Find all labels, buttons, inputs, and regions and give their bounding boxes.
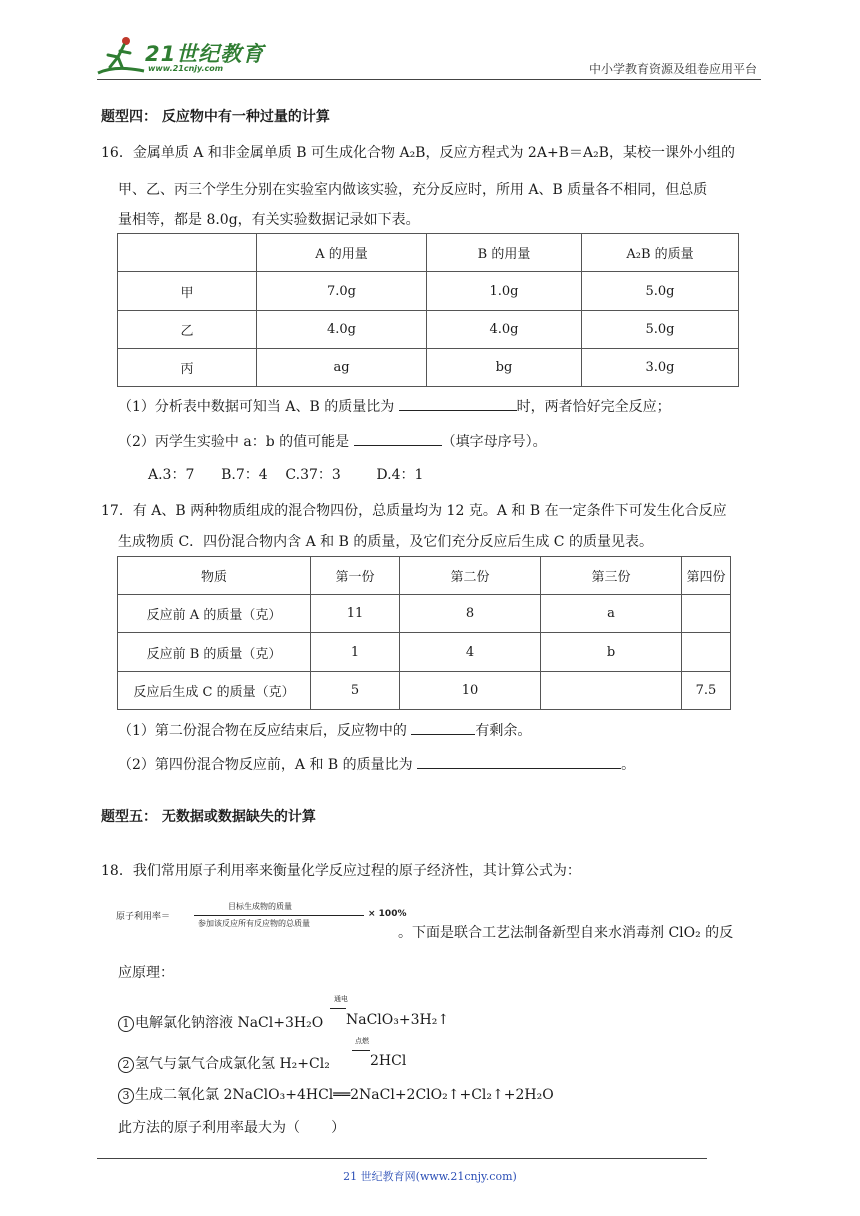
table-cell: 3.0g: [582, 349, 739, 387]
q17-line2: 生成物质 C．四份混合物内含 A 和 B 的质量，及它们充分反应后生成 C 的质量见表。: [118, 534, 653, 550]
answer-blank[interactable]: [411, 720, 475, 735]
table-row: [118, 349, 739, 387]
table-cell: 5: [311, 672, 400, 710]
footer-link[interactable]: 21 世纪教育网(www.21cnjy.com): [343, 1170, 517, 1183]
table-cell: 乙: [118, 311, 257, 349]
q16-line1: 16．金属单质 A 和非金属单质 B 可生成化合物 A₂B，反应方程式为 2A+B＝A₂B，某校一课外小组的: [101, 145, 735, 161]
platform-name: 中小学教育资源及组卷应用平台: [588, 62, 757, 76]
q16-sub1-prefix: （1）分析表中数据可知当 A、B 的质量比为: [118, 399, 395, 415]
table-row: [118, 272, 739, 311]
reaction-2-text: 氢气与氯气合成氯化氢 H₂+Cl₂: [135, 1056, 330, 1072]
table-cell: 第四份: [682, 557, 731, 595]
answer-blank[interactable]: [399, 396, 517, 411]
table-cell: 1.0g: [427, 272, 582, 311]
table-cell: ag: [257, 349, 427, 387]
table-row: [118, 311, 739, 349]
table-row: [118, 672, 731, 710]
section-4-title: 题型四： 反应物中有一种过量的计算: [101, 109, 330, 125]
formula-lhs: 原子利用率＝: [116, 912, 171, 922]
table-cell: 第二份: [400, 557, 541, 595]
table-cell: 7.5: [682, 672, 731, 710]
table-cell: 甲: [118, 272, 257, 311]
table-cell: 物质: [118, 557, 311, 595]
reaction-3: [118, 1084, 554, 1104]
q17-sub2-suffix: 。: [621, 757, 636, 773]
q16-line2: 甲、乙、丙三个学生分别在实验室内做该实验，充分反应时，所用 A、B 质量各不相同，但总质: [118, 182, 708, 198]
table-header-row: [118, 234, 739, 272]
table-cell: 丙: [118, 349, 257, 387]
fraction-bar: [194, 915, 364, 916]
q17-sub1-prefix: （1）第二份混合物在反应结束后，反应物中的: [118, 723, 407, 739]
table-cell: 7.0g: [257, 272, 427, 311]
table-cell: 11: [311, 595, 400, 633]
atom-utilization-formula: [116, 899, 406, 935]
table-cell: 4.0g: [427, 311, 582, 349]
q18-line3: 应原理：: [118, 965, 174, 981]
q16-sub2-suffix: （填字母序号）。: [441, 434, 547, 450]
table-cell: b: [541, 633, 682, 672]
table-cell: 8: [400, 595, 541, 633]
reaction-1: [118, 1012, 323, 1032]
table-cell: A₂B 的质量: [582, 234, 739, 272]
q18-line1: 18．我们常用原子利用率来衡量化学反应过程的原子经济性，其计算公式为：: [101, 863, 581, 879]
reaction-1-text: 电解氯化钠溶液 NaCl+3H₂O: [135, 1015, 324, 1031]
q17-sub2-prefix: （2）第四份混合物反应前，A 和 B 的质量比为: [118, 757, 413, 773]
table-cell: bg: [427, 349, 582, 387]
q17-sub2: [118, 754, 635, 774]
q18-line2-tail: 。下面是联合工艺法制备新型自来水消毒剂 ClO₂ 的反: [398, 925, 734, 941]
q16-sub1: [118, 396, 671, 416]
formula-denominator: 参加该反应所有反应物的总质量: [198, 919, 310, 928]
q16-sub2-prefix: （2）丙学生实验中 a：b 的值可能是: [118, 434, 350, 450]
runner-logo-icon: [96, 35, 146, 79]
table-row: [118, 595, 731, 633]
reaction-2-product: 2HCl: [370, 1053, 407, 1069]
table-cell: 4: [400, 633, 541, 672]
section-5-title: 题型五： 无数据或数据缺失的计算: [101, 809, 316, 825]
table-cell: A 的用量: [257, 234, 427, 272]
table-cell: 1: [311, 633, 400, 672]
q16-sub2: [118, 431, 547, 451]
reaction-1-product: NaClO₃+3H₂↑: [346, 1012, 450, 1028]
q17-sub1: [118, 720, 531, 740]
table-cell: 反应前 A 的质量（克）: [118, 595, 311, 633]
table-cell: 4.0g: [257, 311, 427, 349]
q17-line1: 17．有 A、B 两种物质组成的混合物四份，总质量均为 12 克。A 和 B 在一定条件下可发生化合反应: [101, 503, 727, 519]
q18-question: 此方法的原子利用率最大为（ ）: [118, 1120, 346, 1136]
reaction-2: [118, 1053, 330, 1073]
logo-text: 21世纪教育: [145, 42, 265, 66]
table-cell: B 的用量: [427, 234, 582, 272]
q16-options: A.3：7 B.7：4 C.37：3 D.4：1: [148, 467, 424, 483]
reaction-2-arrow: [352, 1050, 370, 1051]
table-cell: 5.0g: [582, 272, 739, 311]
footer-divider: [97, 1158, 707, 1159]
table-cell: 第三份: [541, 557, 682, 595]
formula-numerator: 目标生成物的质量: [228, 902, 292, 911]
circled-number: 1: [118, 1016, 134, 1032]
table-cell: [682, 595, 731, 633]
table-row: [118, 633, 731, 672]
circled-number: 3: [118, 1088, 134, 1104]
table-cell: 10: [400, 672, 541, 710]
table-cell: 反应后生成 C 的质量（克）: [118, 672, 311, 710]
table-cell: 第一份: [311, 557, 400, 595]
answer-blank[interactable]: [417, 754, 621, 769]
table-cell: [541, 672, 682, 710]
reaction-2-condition: 点燃: [355, 1037, 369, 1045]
answer-blank[interactable]: [354, 431, 442, 446]
table-cell: [118, 234, 257, 272]
logo-url: www.21cnjy.com: [148, 64, 224, 73]
q16-line3: 量相等，都是 8.0g，有关实验数据记录如下表。: [118, 212, 420, 228]
formula-rhs: × 100%: [368, 909, 407, 919]
table-cell: 5.0g: [582, 311, 739, 349]
q17-table: [117, 556, 731, 710]
table-cell: 反应前 B 的质量（克）: [118, 633, 311, 672]
q16-sub1-suffix: 时，两者恰好完全反应；: [516, 399, 671, 415]
header-divider: [97, 79, 761, 80]
table-header-row: [118, 557, 731, 595]
reaction-1-arrow: [330, 1008, 346, 1009]
reaction-1-condition: 通电: [334, 995, 348, 1003]
circled-number: 2: [118, 1057, 134, 1073]
reaction-3-text: 生成二氧化氯 2NaClO₃+4HCl══2NaCl+2ClO₂↑+Cl₂↑+2H₂O: [135, 1087, 554, 1103]
q16-table: [117, 233, 739, 387]
q17-sub1-suffix: 有剩余。: [475, 723, 532, 739]
table-cell: [682, 633, 731, 672]
table-cell: a: [541, 595, 682, 633]
